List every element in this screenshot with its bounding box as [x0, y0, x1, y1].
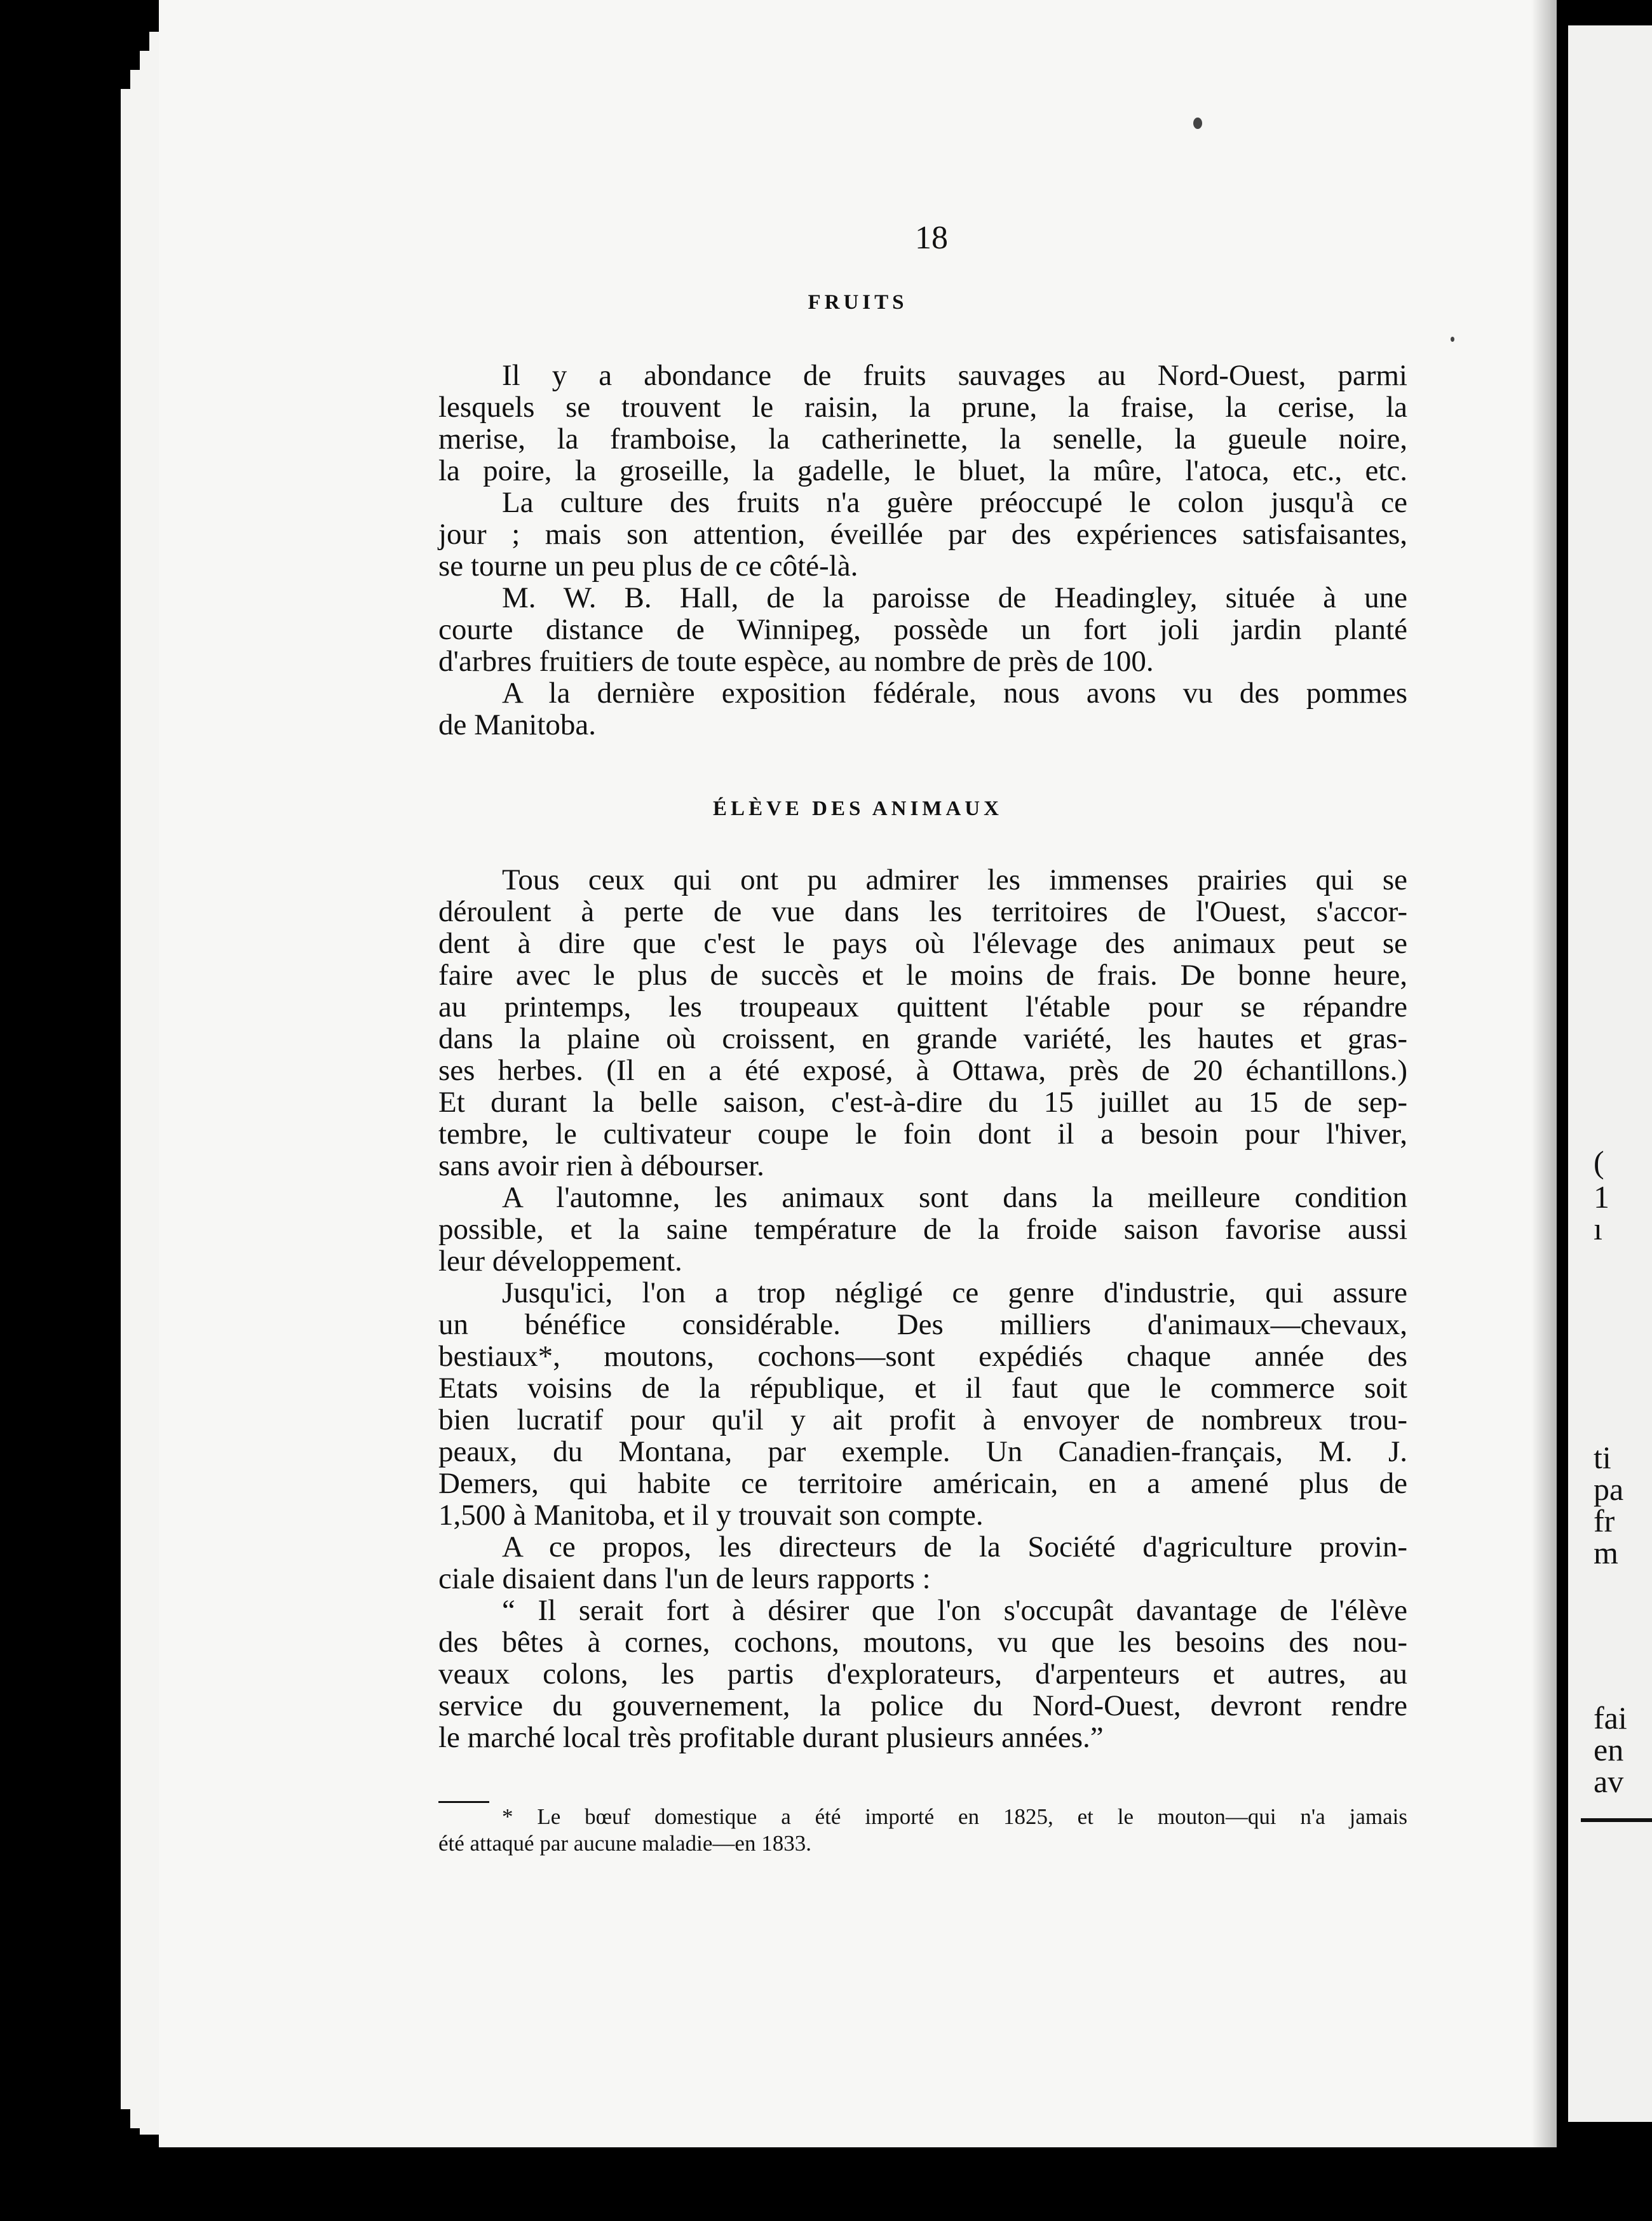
text-line: courte distance de Winnipeg, possède un fort joli jardin planté	[438, 613, 1407, 646]
adjacent-fragment: 1	[1594, 1179, 1609, 1215]
footnote	[438, 1804, 1407, 1858]
adjacent-fragment: ti	[1594, 1440, 1611, 1475]
text-line: de Manitoba.	[438, 708, 596, 741]
text-line: Il y a abondance de fruits sauvages au Nord-Ouest, parmi	[502, 359, 1407, 392]
adjacent-fragment: pa	[1594, 1471, 1624, 1507]
text-line: sans avoir rien à débourser.	[438, 1149, 764, 1182]
adjacent-page	[1568, 25, 1652, 2122]
adjacent-fragment: av	[1594, 1764, 1624, 1799]
text-line: possible, et la saine température de la froide saison favorise aussi	[438, 1213, 1407, 1246]
text-line: la poire, la groseille, la gadelle, le bluet, la mûre, l'atoca, etc., etc.	[438, 454, 1407, 487]
text-line: bestiaux*, moutons, cochons—sont expédiés chaque année des	[438, 1340, 1407, 1373]
gutter-shadow	[1531, 0, 1557, 2147]
text-line: service du gouvernement, la police du Nord-Ouest, devront rendre	[438, 1689, 1407, 1722]
text-line: Etats voisins de la république, et il faut que le commerce soit	[438, 1372, 1407, 1405]
speck	[1451, 337, 1454, 342]
speck	[1193, 118, 1202, 129]
text-line: A l'automne, les animaux sont dans la meilleure condition	[502, 1181, 1407, 1214]
text-line: M. W. B. Hall, de la paroisse de Headingley, située à une	[502, 581, 1407, 614]
text-line: Jusqu'ici, l'on a trop négligé ce genre d'industrie, qui assure	[502, 1276, 1407, 1309]
text-line: Tous ceux qui ont pu admirer les immenses prairies qui se	[502, 863, 1407, 896]
paragraph	[438, 360, 1407, 741]
text-line: ses herbes. (Il en a été exposé, à Ottawa, près de 20 échantillons.)	[438, 1054, 1407, 1087]
text-line: peaux, du Montana, par exemple. Un Canadien-français, M. J.	[438, 1435, 1407, 1468]
text-line: 1,500 à Manitoba, et il y trouvait son compte.	[438, 1499, 984, 1532]
text-line: le marché local très profitable durant plusieurs années.”	[438, 1721, 1104, 1754]
text-line: tembre, le cultivateur coupe le foin dont il a besoin pour l'hiver,	[438, 1117, 1407, 1151]
text-line: se tourne un peu plus de ce côté-là.	[438, 550, 858, 583]
text-line: lesquels se trouvent le raisin, la prune, la fraise, la cerise, la	[438, 391, 1407, 424]
adjacent-fragment: ı	[1594, 1211, 1602, 1246]
text-line: jour ; mais son attention, éveillée par des expériences satisfaisantes,	[438, 518, 1407, 551]
text-line: A ce propos, les directeurs de la Société d'agriculture provin-	[502, 1530, 1407, 1563]
text-line: un bénéfice considérable. Des milliers d'animaux—chevaux,	[438, 1308, 1407, 1341]
section-title-fruits: FRUITS	[808, 291, 908, 314]
text-line: leur développement.	[438, 1245, 682, 1278]
adjacent-fragment: en	[1594, 1732, 1624, 1767]
footnote-line: * Le bœuf domestique a été importé en 1825, et le mouton—qui n'a jamais	[502, 1804, 1407, 1829]
text-line: Et durant la belle saison, c'est-à-dire du 15 juillet au 15 de sep-	[438, 1086, 1407, 1119]
text-line: merise, la framboise, la catherinette, la senelle, la gueule noire,	[438, 422, 1407, 456]
text-line: “ Il serait fort à désirer que l'on s'occupât davantage de l'élève	[502, 1594, 1407, 1627]
text-line: bien lucratif pour qu'il y ait profit à envoyer de nombreux trou-	[438, 1403, 1407, 1436]
text-line: A la dernière exposition fédérale, nous avons vu des pommes	[502, 677, 1407, 710]
text-line: déroulent à perte de vue dans les territoires de l'Ouest, s'accor-	[438, 895, 1407, 928]
text-line: dent à dire que c'est le pays où l'élevage des animaux peut se	[438, 927, 1407, 960]
page-number: 18	[915, 220, 948, 256]
text-line: faire avec le plus de succès et le moins de frais. De bonne heure,	[438, 959, 1407, 992]
text-line: ciale disaient dans l'un de leurs rapports :	[438, 1562, 931, 1595]
adjacent-rule	[1581, 1818, 1652, 1822]
text-line: dans la plaine où croissent, en grande variété, les hautes et gras-	[438, 1022, 1407, 1055]
paragraph	[438, 864, 1407, 1753]
text-line: des bêtes à cornes, cochons, moutons, vu que les besoins des nou-	[438, 1626, 1407, 1659]
adjacent-fragment: (	[1594, 1144, 1604, 1180]
text-line: au printemps, les troupeaux quittent l'étable pour se répandre	[438, 990, 1407, 1023]
text-line: veaux colons, les partis d'explorateurs, d'arpenteurs et autres, au	[438, 1657, 1407, 1691]
footnote-line: été attaqué par aucune maladie—en 1833.	[438, 1831, 811, 1856]
text-line: La culture des fruits n'a guère préoccupé le colon jusqu'à ce	[502, 486, 1407, 519]
section-title-eleve-des-animaux: ÉLÈVE DES ANIMAUX	[713, 797, 1003, 820]
adjacent-fragment: fai	[1594, 1700, 1627, 1736]
adjacent-fragment: fr	[1594, 1503, 1615, 1539]
text-line: d'arbres fruitiers de toute espèce, au nombre de près de 100.	[438, 645, 1154, 678]
footnote-rule	[438, 1801, 489, 1803]
adjacent-fragment: m	[1594, 1535, 1618, 1570]
text-line: Demers, qui habite ce territoire américain, en a amené plus de	[438, 1467, 1407, 1500]
